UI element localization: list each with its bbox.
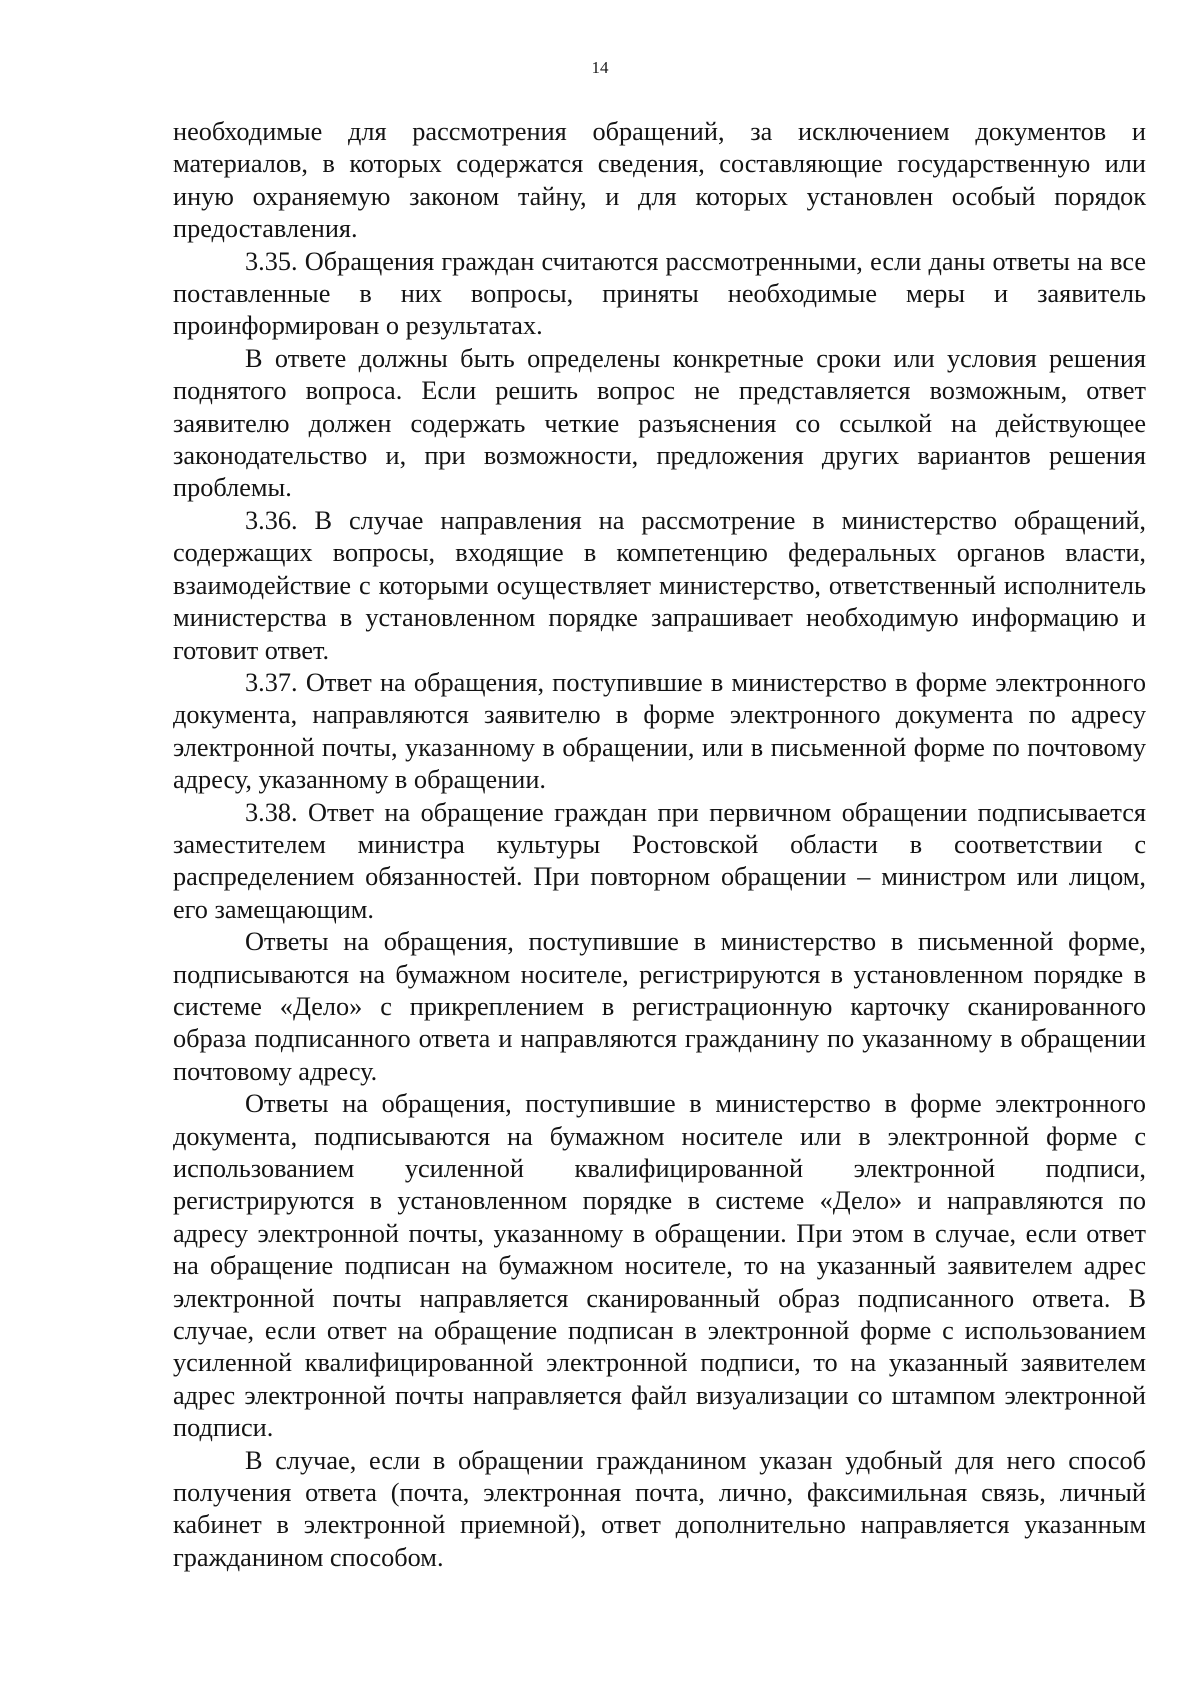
paragraph-3-37: 3.37. Ответ на обращения, поступившие в министерство в форме электронного документа, направляются заявителю в форме электронного документа по адресу электронной почты, указанному в обращении, или в письменной форме по почтовому адресу, указанному в обращении. xyxy=(173,667,1146,795)
paragraph-answer-requirements: В ответе должны быть определены конкретные сроки или условия решения поднятого вопроса. Если решить вопрос не представляется возможным, ответ заявителю должен содержать четкие разъяснения со ссылкой на действующее законодательство и, при возможности, предложения других вариантов решения проблемы. xyxy=(173,343,1146,503)
document-body xyxy=(173,116,1146,1574)
paragraph-electronic-answers: Ответы на обращения, поступившие в министерство в форме электронного документа, подписываются на бумажном носителе или в электронной форме с использованием усиленной квалифицированной электронной подписи, регистрируются в установленном порядке в системе «Дело» и направляются по адресу электронной почты, указанному в обращении. При этом в случае, если ответ на обращение подписан на бумажном носителе, то на указанный заявителем адрес электронной почты направляется сканированный образ подписанного ответа. В случае, если ответ на обращение подписан в электронной форме с использованием усиленной квалифицированной электронной подписи, то на указанный заявителем адрес электронной почты направляется файл визуализации со штампом электронной подписи. xyxy=(173,1089,1146,1443)
paragraph-3-35: 3.35. Обращения граждан считаются рассмотренными, если даны ответы на все поставленные в них вопросы, приняты необходимые меры и заявитель проинформирован о результатах. xyxy=(173,246,1146,341)
paragraph-3-38: 3.38. Ответ на обращение граждан при первичном обращении подписывается заместителем министра культуры Ростовской области в соответствии с распределением обязанностей. При повторном обращении – министром или лицом, его замещающим. xyxy=(173,797,1146,924)
paragraph-continuation: необходимые для рассмотрения обращений, за исключением документов и материалов, в которых содержатся сведения, составляющие государственную или иную охраняемую законом тайну, и для которых установлен особый порядок предоставления. xyxy=(173,117,1146,244)
paragraph-3-36: 3.36. В случае направления на рассмотрение в министерство обращений, содержащих вопросы, входящие в компетенцию федеральных органов власти, взаимодействие с которыми осуществляет министерство, ответственный исполнитель министерства в установленном порядке запрашивает необходимую информацию и готовит ответ. xyxy=(173,505,1146,665)
paragraph-preferred-method: В случае, если в обращении гражданином указан удобный для него способ получения ответа (почта, электронная почта, лично, факсимильная связь, личный кабинет в электронной приемной), ответ дополнительно направляется указанным гражданином способом. xyxy=(173,1445,1146,1572)
paragraph-written-answers: Ответы на обращения, поступившие в министерство в письменной форме, подписываются на бумажном носителе, регистрируются в установленном порядке в системе «Дело» с прикреплением в регистрационную карточку сканированного образа подписанного ответа и направляются гражданину по указанному в обращении почтовому адресу. xyxy=(173,927,1146,1086)
page-number: 14 xyxy=(591,58,609,77)
